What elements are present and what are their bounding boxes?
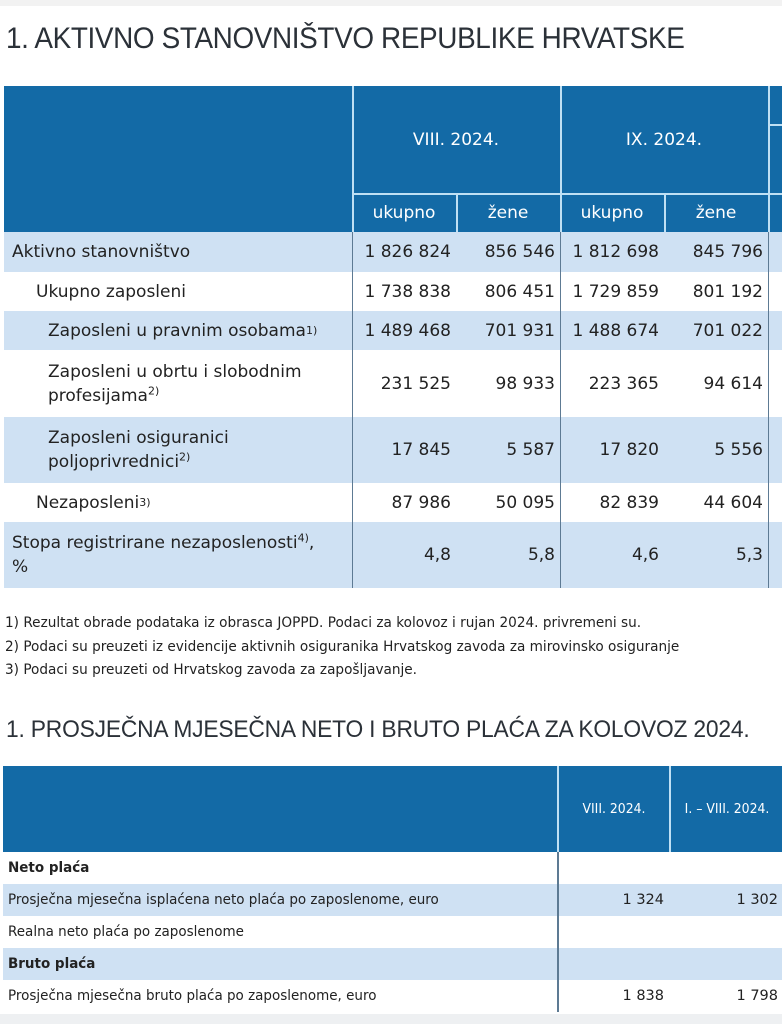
value-cell: 98 933: [495, 373, 555, 394]
footnote-ref: 2): [147, 383, 160, 397]
value-cell: 701 022: [692, 320, 763, 341]
salary-table: [3, 766, 782, 1012]
table-row: [4, 232, 782, 272]
value-cell: [557, 916, 667, 948]
table-row: [4, 417, 782, 483]
value-cell: [768, 311, 782, 350]
value-cell: [768, 232, 782, 272]
table-row: [3, 980, 782, 1012]
row-label-text: [48, 384, 159, 408]
period-header-i-viii-2024: I. – VIII. 2024.: [684, 801, 770, 817]
table-row: [3, 884, 782, 916]
table-header: [3, 766, 782, 852]
row-label-text: Stopa registrirane nezaposlenosti: [12, 533, 298, 553]
footnote-3: 3) Podaci su preuzeti od Hrvatskog zavoda za zapošljavanje.: [5, 662, 418, 678]
row-label-text: Prosječna mjesečna isplaćena neto plaća po zaposlenome, euro: [8, 892, 439, 908]
value-cell: 231 525: [352, 350, 456, 417]
value-cell: 82 839: [560, 483, 664, 522]
row-label: [4, 272, 352, 311]
value-cell: 1 812 698: [560, 232, 664, 272]
table-row: [4, 522, 782, 588]
value-cell: 1 838: [622, 988, 664, 1004]
row-label: [3, 948, 372, 980]
value-cell: 50 095: [495, 492, 555, 513]
row-label-text: Aktivno stanovništvo: [12, 242, 191, 262]
row-label: [4, 522, 352, 588]
value-cell: 1 729 859: [560, 272, 664, 311]
footnote-ref: 2): [179, 450, 191, 464]
table-row: [4, 311, 782, 350]
row-label: [3, 852, 372, 884]
row-label-text: Bruto plaća: [8, 956, 96, 972]
row-label: [3, 980, 377, 1012]
footnote-ref: 4): [297, 531, 309, 545]
value-cell: 4,8: [352, 522, 456, 588]
value-cell: [768, 417, 782, 483]
col-header-ukupno: ukupno: [372, 203, 436, 223]
value-cell: 856 546: [484, 242, 555, 262]
row-label: [4, 417, 352, 483]
value-cell: 701 931: [484, 320, 555, 341]
header-divider: [768, 124, 782, 126]
value-cell: 1 738 838: [352, 272, 456, 311]
value-cell: 5 587: [506, 440, 555, 460]
value-cell: 94 614: [703, 373, 763, 394]
value-cell: 806 451: [484, 281, 555, 302]
row-label-text: [12, 531, 314, 555]
row-label-text: Zaposleni u pravnim osobama: [48, 320, 306, 341]
header-divider: [669, 766, 671, 852]
col-header-ukupno: ukupno: [580, 203, 644, 223]
value-cell: [768, 350, 782, 417]
table-row: [4, 483, 782, 522]
row-label-text: %: [12, 557, 29, 577]
row-label: [4, 350, 352, 417]
value-cell: 5,3: [735, 545, 763, 565]
value-cell: 1 488 674: [560, 311, 664, 350]
value-cell: 17 845: [352, 417, 456, 483]
table-row: [4, 272, 782, 311]
top-edge-strip: [0, 0, 782, 6]
row-label-text: Ukupno zaposleni: [36, 281, 186, 302]
row-label-text: Zaposleni osiguranici: [48, 428, 229, 448]
row-label-text: [48, 450, 190, 474]
value-cell: [669, 852, 782, 884]
header-divider: [768, 86, 770, 232]
table-row: [3, 916, 782, 948]
period-header-viii-2024: VIII. 2024.: [412, 129, 500, 150]
row-label: [3, 916, 372, 948]
value-cell: [557, 948, 667, 980]
row-label-text: Zaposleni u obrtu i slobodnim: [48, 361, 302, 382]
table-header: [4, 86, 782, 232]
value-cell: 1 826 824: [352, 232, 456, 272]
footnotes: [5, 612, 722, 683]
value-cell: 801 192: [692, 281, 763, 302]
value-cell: 44 604: [703, 492, 763, 513]
value-cell: 1 302: [736, 892, 778, 908]
value-cell: [669, 948, 782, 980]
value-cell: 223 365: [560, 350, 664, 417]
value-cell: 5 556: [714, 440, 763, 460]
value-cell: 1 798: [736, 988, 778, 1004]
period-header-ix-2024: IX. 2024.: [625, 129, 703, 150]
section2-title: 1. PROSJEČNA MJESEČNA NETO I BRUTO PLAĆA ZA KOLOVOZ 2024.: [6, 716, 750, 743]
col-header-zene: žene: [695, 203, 737, 223]
value-cell: 5,8: [527, 545, 555, 565]
bottom-edge-strip: [0, 1014, 782, 1024]
row-label-text: Nezaposleni: [36, 492, 140, 513]
row-label-text: poljoprivrednici: [48, 452, 180, 472]
value-cell: [768, 272, 782, 311]
value-cell: [768, 483, 782, 522]
row-label: Zaposleni u pravnim osobama 1): [48, 320, 318, 341]
value-cell: 87 986: [352, 483, 456, 522]
row-label-text: Prosječna mjesečna bruto plaća po zaposlenome, euro: [8, 988, 377, 1004]
value-cell: 4,6: [560, 522, 664, 588]
row-label-text: Realna neto plaća po zaposlenome: [8, 924, 244, 940]
table-row: [3, 948, 782, 980]
table-row: [3, 852, 782, 884]
value-cell: [557, 852, 667, 884]
footnote-1: 1) Rezultat obrade podataka iz obrasca JOPPD. Podaci za kolovoz i rujan 2024. privremeni su.: [5, 615, 642, 631]
section1-title: 1. AKTIVNO STANOVNIŠTVO REPUBLIKE HRVATSKE: [6, 22, 685, 55]
row-label-text: ,: [308, 533, 315, 553]
footnote-2: 2) Podaci su preuzeti iz evidencije aktivnih osiguranika Hrvatskog zavoda za mirovinsko osiguranje: [5, 638, 680, 655]
row-label: [4, 232, 352, 272]
row-label: [3, 884, 439, 916]
value-cell: 1 324: [622, 892, 664, 908]
header-divider: [557, 766, 559, 852]
value-cell: [768, 522, 782, 588]
value-cell: 845 796: [692, 242, 763, 262]
value-cell: [669, 916, 782, 948]
row-label: Nezaposleni 3): [36, 492, 151, 513]
value-cell: 17 820: [560, 417, 664, 483]
col-header-zene: žene: [487, 203, 529, 223]
row-label-text: profesijama: [48, 385, 148, 406]
value-cell: 1 489 468: [352, 311, 456, 350]
row-label-text: Neto plaća: [8, 860, 90, 876]
table-row: [4, 350, 782, 417]
period-header-viii-2024: VIII. 2024.: [582, 801, 646, 817]
active-population-table: [4, 86, 782, 588]
